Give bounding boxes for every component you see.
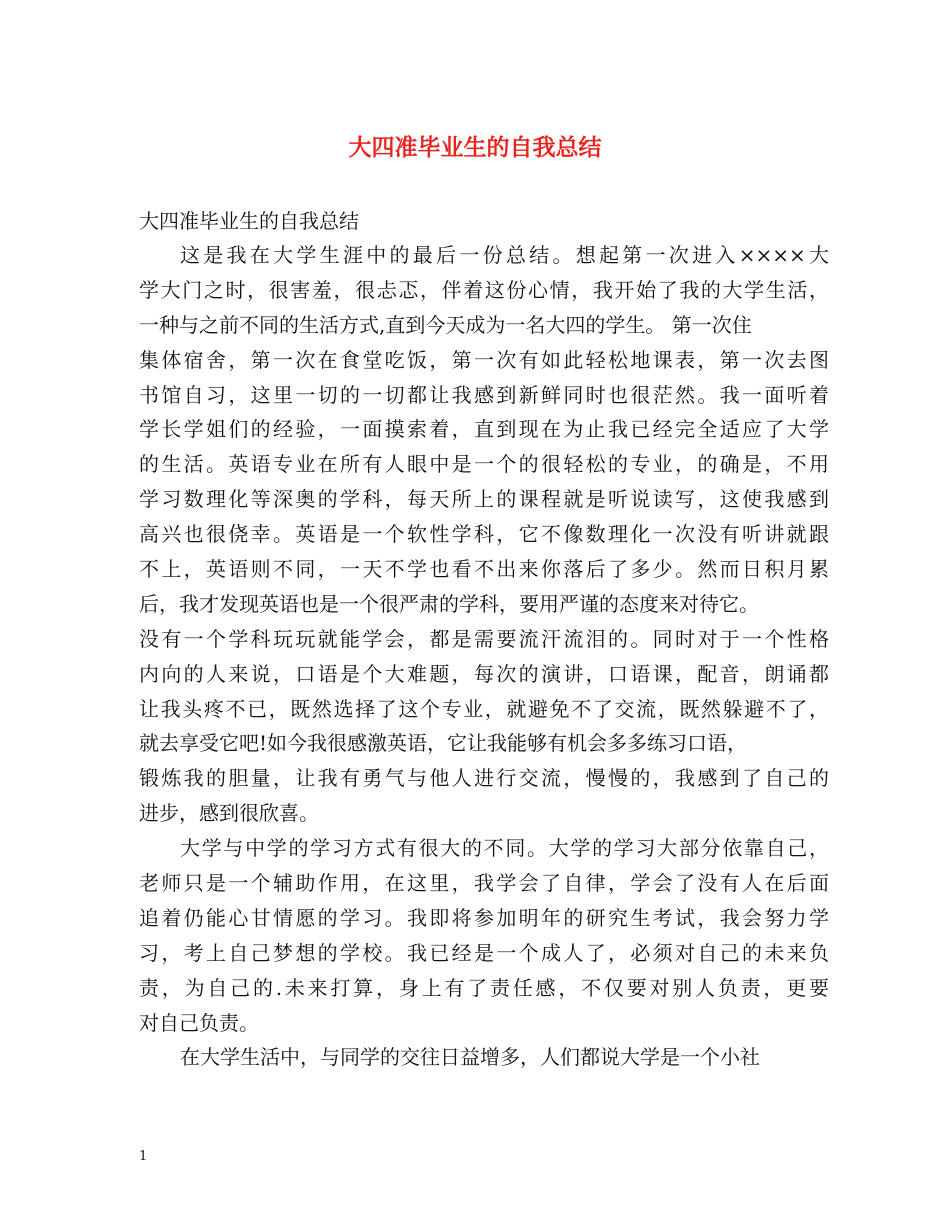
body-line: 学习数理化等深奥的学科，每天所上的课程就是听说读写，这使我感到 [139,487,829,512]
document-title: 大四准毕业生的自我总结 [348,134,602,161]
body-line: 高兴也很侥幸。英语是一个软性学科，它不像数理化一次没有听讲就跟 [139,522,829,547]
body-line: 内向的人来说，口语是个大难题，每次的演讲，口语课，配音，朗诵都 [139,661,829,686]
body-line: 锻炼我的胆量，让我有勇气与他人进行交流，慢慢的，我感到了自己的 [139,766,829,791]
body-line: 的生活。英语专业在所有人眼中是一个的很轻松的专业，的确是，不用 [139,452,829,477]
body-line: 大学与中学的学习方式有很大的不同。大学的学习大部分依靠自己， [180,836,829,861]
body-line: 没有一个学科玩玩就能学会，都是需要流汗流泪的。同时对于一个性格 [139,626,829,651]
body-line: 对自己负责。 [139,1010,259,1035]
body-line: 在大学生活中，与同学的交往日益增多，人们都说大学是一个小社 [180,1045,760,1070]
body-line: 这是我在大学生涯中的最后一份总结。想起第一次进入××××大 [180,243,829,267]
body-line: 习，考上自己梦想的学校。我已经是一个成人了，必须对自己的未来负 [139,940,829,965]
body-line: 让我头疼不已，既然选择了这个专业，就避免不了交流，既然躲避不了， [139,696,829,721]
page-number: 1 [139,1149,148,1164]
body-line: 追着仍能心甘情愿的学习。我即将参加明年的研究生考试，我会努力学 [139,905,829,930]
body-line: 集体宿舍，第一次在食堂吃饭，第一次有如此轻松地课表，第一次去图 [139,347,829,372]
body-line: 进步，感到很欣喜。 [139,801,319,826]
body-line: 就去享受它吧!如今我很感激英语，它让我能够有机会多多练习口语， [139,731,748,756]
document-subtitle: 大四准毕业生的自我总结 [139,209,359,233]
body-line: 学长学姐们的经验，一面摸索着，直到现在为止我已经完全适应了大学 [139,417,829,442]
body-line: 一种与之前不同的生活方式,直到今天成为一名大四的学生。 第一次住 [139,312,752,337]
body-line: 不上，英语则不同，一天不学也看不出来你落后了多少。然而日积月累 [139,557,829,582]
body-line: 后，我才发现英语也是一个很严肃的学科，要用严谨的态度来对待它。 [139,591,759,616]
body-line: 老师只是一个辅助作用，在这里，我学会了自律，学会了没有人在后面 [139,871,829,896]
body-line: 学大门之时，很害羞，很忐忑，伴着这份心情，我开始了我的大学生活， [139,277,829,302]
body-line: 书馆自习，这里一切的一切都让我感到新鲜同时也很茫然。我一面听着 [139,382,829,407]
document-body [139,238,829,1075]
body-line: 责，为自己的.未来打算，身上有了责任感，不仅要对别人负责，更要 [139,975,829,1000]
